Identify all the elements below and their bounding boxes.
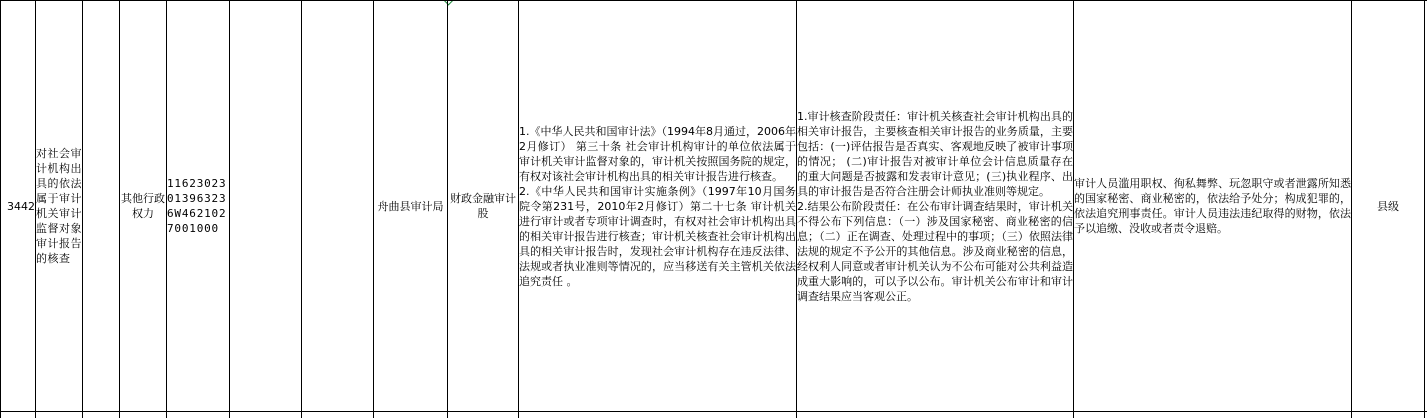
category-cell[interactable] <box>120 1 167 412</box>
table-row <box>1 412 1427 418</box>
empty-cell[interactable] <box>302 412 374 418</box>
empty-cell[interactable] <box>302 1 374 412</box>
row-id: 3442 <box>7 200 35 213</box>
empty-cell[interactable] <box>167 412 230 418</box>
accountability-cell[interactable] <box>1074 1 1352 412</box>
empty-cell[interactable] <box>374 412 448 418</box>
legal-basis-text: 1.《中华人民共和国审计法》（1994年8月通过，2006年2月修订） 第三十条 社会审计机构审计的单位依法属于审计机关审计监督对象的，审计机关按照国务院的规定，有权对该社会审计机构出具的相关审计报告进行核查。 2.《中华人民共和国审计实施条例》（1997年10月国务院令第231号，2010年2月修订）第二十七条 审计机关进行审计或者专项审计调查时，有权对社会审计机构出具的相关审计报告进行核查；审计机关核查社会审计机构出具的相关审计报告时，发现社会审计机构存在违反法律、法规或者执业准则等情况的，应当移送有关主管机关依法追究责任 。 <box>519 124 796 289</box>
empty-cell[interactable] <box>230 1 302 412</box>
power-code: 11623023013963236W4621027001000 <box>167 176 229 236</box>
empty-cell[interactable] <box>448 412 519 418</box>
empty-cell[interactable] <box>519 412 797 418</box>
empty-cell[interactable] <box>1352 412 1425 418</box>
code-cell[interactable] <box>167 1 230 412</box>
empty-cell[interactable] <box>83 412 120 418</box>
row-id-cell[interactable] <box>1 1 36 412</box>
empty-cell[interactable] <box>83 1 120 412</box>
admin-level: 县级 <box>1377 200 1399 213</box>
level-cell[interactable] <box>1352 1 1425 412</box>
empty-cell[interactable] <box>36 412 83 418</box>
responsible-unit: 财政金融审计股 <box>450 192 516 220</box>
empty-cell[interactable] <box>1074 412 1352 418</box>
accountability-text: 审计人员滥用职权、徇私舞弊、玩忽职守或者泄露所知悉的国家秘密、商业秘密的，依法给予处分；构成犯罪的，依法追究刑事责任。审计人员违法违纪取得的财物，依法予以追缴、没收或者责令退赔。 <box>1074 176 1351 236</box>
empty-cell[interactable] <box>797 412 1074 418</box>
table-row <box>1 1 1427 412</box>
legal-basis-cell[interactable] <box>519 1 797 412</box>
empty-cell[interactable] <box>230 412 302 418</box>
unit-cell[interactable] <box>448 1 519 412</box>
item-name: 对社会审计机构出具的依法属于审计机关审计监督对象审计报告的核查 <box>36 147 82 265</box>
responsibility-cell[interactable] <box>797 1 1074 412</box>
empty-cell[interactable] <box>120 412 167 418</box>
empty-cell[interactable] <box>1 412 36 418</box>
department: 舟曲县审计局 <box>378 200 444 213</box>
item-name-cell[interactable] <box>36 1 83 412</box>
responsibility-text: 1.审计核查阶段责任：审计机关核查社会审计机构出具的相关审计报告，主要核查相关审计报告的业务质量，主要包括：(一)评估报告是否真实、客观地反映了被审计事项的情况； (二)审计报告对被审计单位会计信息质量存在的重大问题是否披露和发表审计意见；(三)执业程序、出具的审计报告是否符合注册会计师执业准则等规定。 2.结果公布阶段责任：在公布审计调查结果时，审计机关不得公布下列信息：（一）涉及国家秘密、商业秘密的信息；（二）正在调查、处理过程中的事项；（三）依照法律法规的规定不予公开的其他信息。涉及商业秘密的信息，经权利人同意或者审计机关认为不公布可能对公共利益造成重大影响的，可以予以公布。审计机关公布审计和审计调查结果应当客观公正。 <box>797 109 1073 304</box>
power-category: 其他行政权力 <box>121 192 165 220</box>
department-cell[interactable] <box>374 1 448 412</box>
